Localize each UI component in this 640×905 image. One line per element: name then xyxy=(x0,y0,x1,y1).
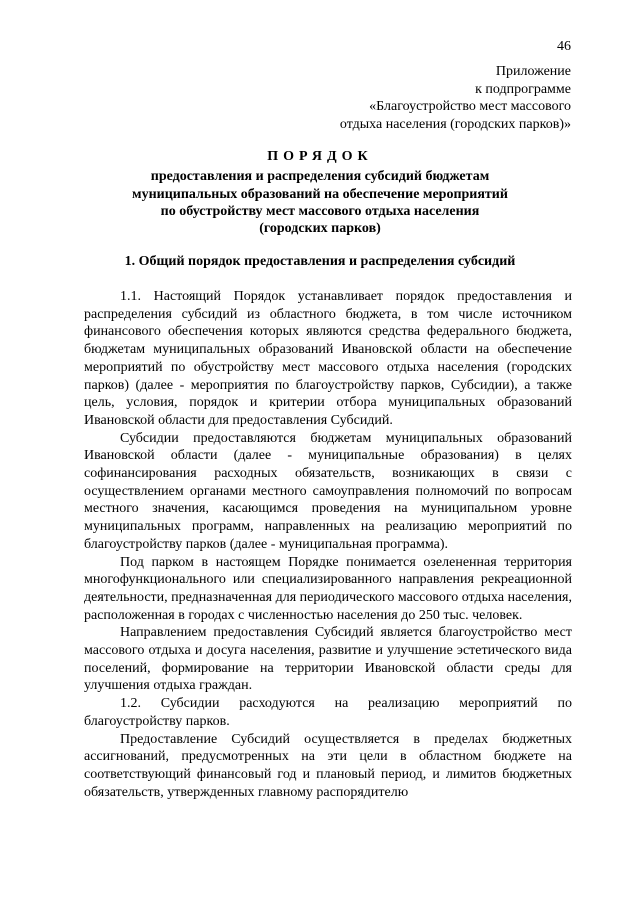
title-line: предоставления и распределения субсидий бюджетам xyxy=(150,169,490,185)
document-title xyxy=(0,148,640,237)
appendix-line: к подпрограмме xyxy=(475,81,571,97)
title-line: муниципальных образований на обеспечение мероприятий xyxy=(132,186,508,202)
appendix-line: Приложение xyxy=(495,64,571,79)
paragraph: Предоставление Субсидий осуществляется в пределах бюджетных ассигнований, предусмотренных на эти цели в областном бюджете на соответствующий финансовый год и плановый период, и лимитов бюджетных обязательств, утвержденных главному распорядителю xyxy=(84,731,572,800)
paragraph: Субсидии предоставляются бюджетам муниципальных образований Ивановской области (далее - муниципальные образования) в целях софинансирования расходных обязательств, возникающих в связи с осуществлением органами местного самоуправления полномочий по вопросам местного значения, касающимся проведения на муниципальном уровне муниципальных программ, направленных на реализацию мероприятий по благоустройству парков (далее - муниципальная программа). xyxy=(84,430,572,552)
title-line: (городских парков) xyxy=(259,221,381,237)
paragraph: Направлением предоставления Субсидий является благоустройство мест массового отдыха и досуга населения, развитие и улучшение эстетического вида поселений, формирование на территории Ивановской области среды для улучшения отдыха граждан. xyxy=(84,625,572,694)
page-number: 46 xyxy=(557,39,571,54)
title-line: по обустройству мест массового отдыха населения xyxy=(160,203,480,219)
paragraph: Под парком в настоящем Порядке понимается озелененная территория многофункционального или специализированного направления рекреационной деятельности, предназначенная для периодического массового отдыха населения, расположенная в городах с численностью населения до 250 тыс. человек. xyxy=(84,554,572,623)
paragraph: 1.1. Настоящий Порядок устанавливает порядок предоставления и распределения субсидий из областного бюджета, в том числе источником финансового обеспечения которых являются средства федерального бюджета, бюджетам муниципальных образований Ивановской области на обеспечение мероприятий по обустройству мест массового отдыха населения (городских парков) (далее - мероприятия по благоустройству парков, Субсидии), а также цель, условия, порядок и критерии отбора муниципальных образований Ивановской области для предоставления Субсидий. xyxy=(84,289,572,428)
title-main: ПОРЯДОК xyxy=(267,149,373,164)
section-heading: 1. Общий порядок предоставления и распределения субсидий xyxy=(124,254,516,269)
appendix-reference xyxy=(271,63,571,134)
appendix-line: «Благоустройство мест массового xyxy=(369,99,571,115)
appendix-line: отдыха населения (городских парков)» xyxy=(339,117,571,133)
paragraph: 1.2. Субсидии расходуются на реализацию мероприятий по благоустройству парков. xyxy=(84,696,572,729)
document-body xyxy=(84,288,572,801)
